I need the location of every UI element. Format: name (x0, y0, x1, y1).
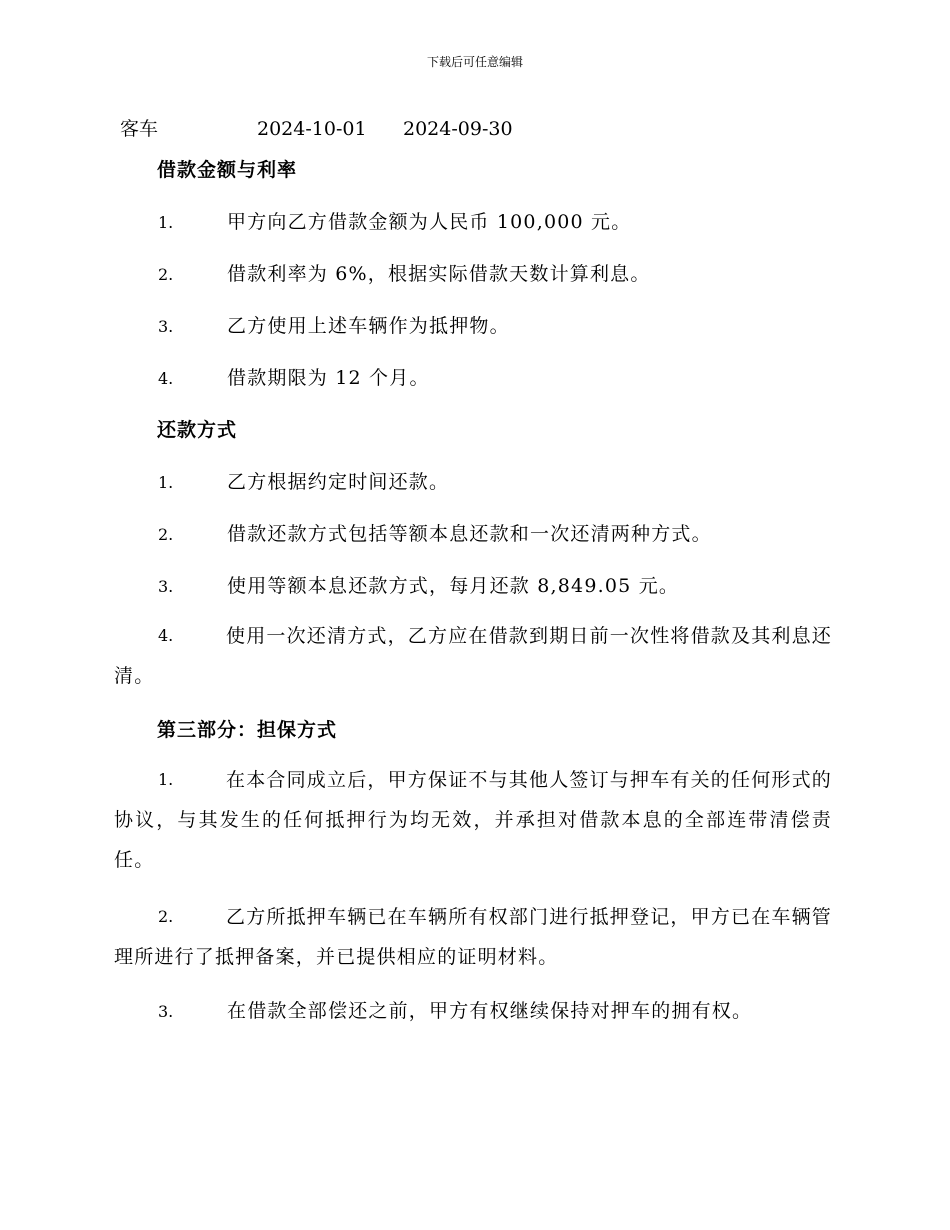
list-item-number: 4. (158, 626, 174, 645)
list-item-text: 在本合同成立后，甲方保证不与其他人签订与押车有关的任何形式的协议，与其发生的任何抵押行为均无效，并承担对借款本息的全部连带清偿责任。 (114, 769, 833, 871)
list-item-text: 乙方使用上述车辆作为抵押物。 (227, 315, 510, 337)
list-item-text: 借款期限为 12 个月。 (227, 367, 430, 389)
section-title-repayment: 还款方式 (157, 419, 238, 441)
list-item-number: 1. (158, 213, 174, 232)
list-item-number: 2. (158, 907, 174, 926)
list-item-text: 使用一次还清方式，乙方应在借款到期日前一次性将借款及其利息还清。 (114, 625, 833, 687)
list-item-text: 乙方根据约定时间还款。 (227, 471, 450, 493)
list-item-number: 2. (158, 525, 174, 544)
list-item (114, 616, 832, 696)
list-item (114, 897, 832, 977)
date-end: 2024-09-30 (403, 118, 513, 140)
list-item-number: 2. (158, 265, 174, 284)
list-item-text: 甲方向乙方借款金额为人民币 100,000 元。 (227, 211, 632, 233)
list-item-text: 在借款全部偿还之前，甲方有权继续保持对押车的拥有权。 (227, 1000, 753, 1022)
section-title-guarantee: 第三部分：担保方式 (157, 719, 338, 741)
list-item-text: 乙方所抵押车辆已在车辆所有权部门进行抵押登记，甲方已在车辆管理所进行了抵押备案，并已提供相应的证明材料。 (114, 906, 833, 968)
list-item-number: 1. (158, 770, 174, 789)
vehicle-type: 客车 (120, 118, 159, 140)
list-item-text: 借款利率为 6%，根据实际借款天数计算利息。 (227, 263, 651, 285)
list-item-number: 3. (158, 317, 174, 336)
list-item-number: 3. (158, 577, 174, 596)
list-item-number: 4. (158, 369, 174, 388)
list-item-text: 使用等额本息还款方式，每月还款 8,849.05 元。 (227, 575, 680, 597)
list-item-number: 1. (158, 473, 174, 492)
list-item-number: 3. (158, 1002, 174, 1021)
list-item (114, 760, 832, 880)
date-start: 2024-10-01 (257, 118, 367, 140)
list-item-text: 借款还款方式包括等额本息还款和一次还清两种方式。 (227, 523, 712, 545)
page-header-note: 下载后可任意编辑 (426, 55, 523, 69)
section-title-loan: 借款金额与利率 (157, 159, 298, 181)
